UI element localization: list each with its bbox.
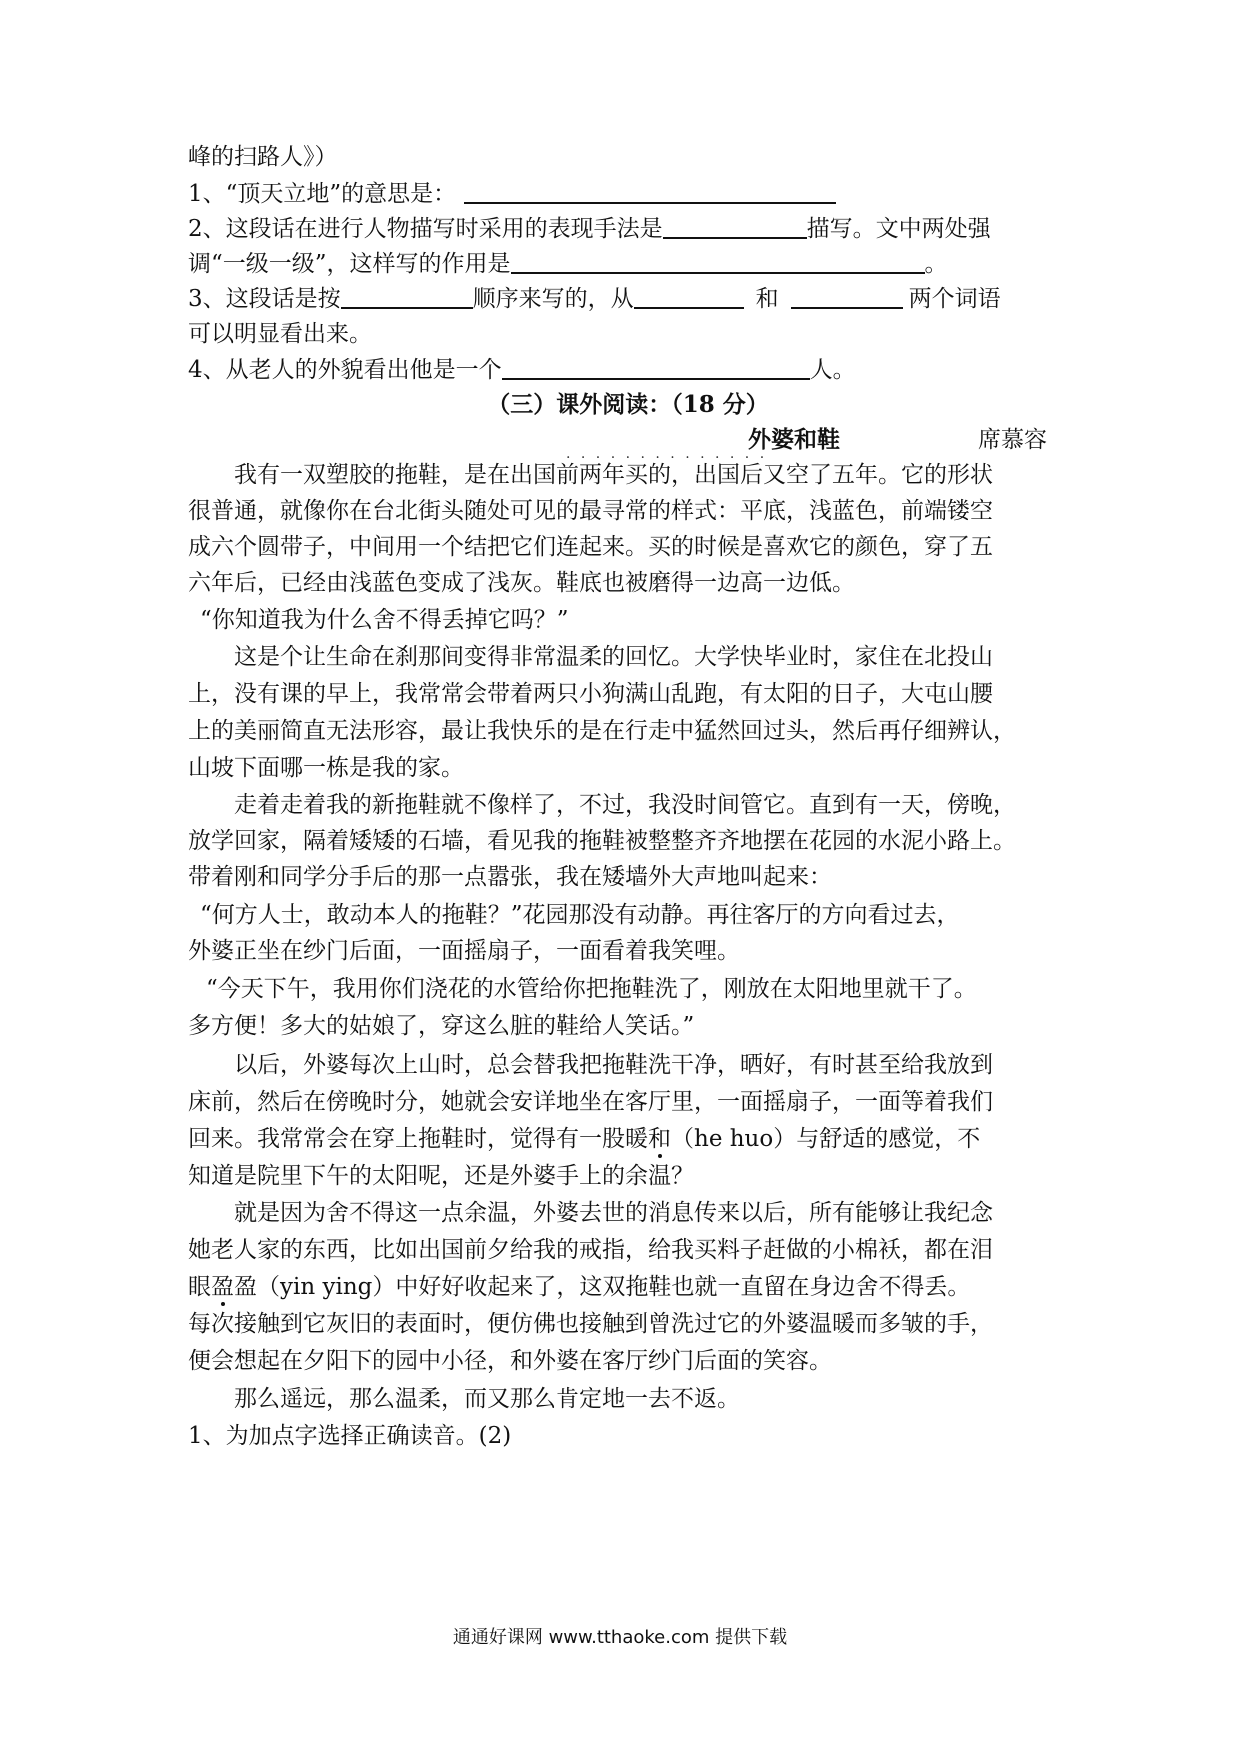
paragraph-6-line: 多方便！多大的姑娘了，穿这么脏的鞋给人笑话。”	[188, 1013, 695, 1039]
paragraph-3-line: 这是个让生命在刹那间变得非常温柔的回忆。大学快毕业时，家住在北投山	[234, 644, 993, 670]
section-heading: （三）课外阅读：（18 分）	[487, 391, 769, 418]
question-3-text-a: 3、这段话是按	[188, 286, 341, 312]
emphasis-dotted-char: 盈	[211, 1274, 234, 1300]
question-3-text-c: 和	[755, 286, 779, 312]
paragraph-8-line: 便会想起在夕阳下的园中小径，和外婆在客厅纱门后面的笑容。	[188, 1348, 832, 1374]
paragraph-4-line: 走着走着我的新拖鞋就不像样了，不过，我没时间管它。直到有一天，傍晚，	[234, 792, 1016, 818]
question-2-text-c: 调“一级一级”，这样写的作用是	[188, 251, 511, 277]
paragraph-1-line: 六年后，已经由浅蓝色变成了浅灰。鞋底也被磨得一边高一边低。	[188, 570, 855, 596]
question-3-line-1	[188, 284, 1068, 314]
question-2-text-a: 2、这段话在进行人物描写时采用的表现手法是	[188, 216, 663, 242]
title-emphasis-dots: . . . . . . . . . . . . . .	[566, 446, 768, 462]
paragraph-3	[188, 642, 1068, 790]
question-1-text: 1、“顶天立地”的意思是：	[188, 181, 457, 207]
paragraph-5-line: “何方人士，敢动本人的拖鞋？”花园那没有动静。再往客厅的方向看过去，	[200, 902, 960, 928]
paragraph-6-line: “今天下午，我用你们浇花的水管给你把拖鞋洗了，刚放在太阳地里就干了。	[206, 976, 977, 1002]
answer-blank-2b[interactable]	[511, 250, 925, 274]
paragraph-8-line-3	[188, 1272, 1068, 1309]
emphasis-dotted-char: 和	[648, 1126, 671, 1152]
paragraph-4-line: 带着刚和同学分手后的那一点嚣张，我在矮墙外大声地叫起来：	[188, 864, 832, 890]
paragraph-7-line-3-b: （he huo）与舒适的感觉，不	[671, 1126, 981, 1152]
question-2-text-b: 描写。文中两处强	[806, 216, 991, 242]
question-4-text-a: 4、从老人的外貌看出他是一个	[188, 357, 502, 383]
paragraph-2: “你知道我为什么舍不得丢掉它吗？”	[200, 607, 569, 633]
paragraph-4	[188, 790, 1068, 898]
article-title: 外婆和鞋	[748, 426, 840, 453]
paragraph-1-line: 我有一双塑胶的拖鞋，是在出国前两年买的，出国后又空了五年。它的形状	[234, 462, 993, 488]
paragraph-7-line-3-a: 回来。我常常会在穿上拖鞋时，觉得有一股暖	[188, 1126, 648, 1152]
paragraph-9: 那么遥远，那么温柔，而又那么肯定地一去不返。	[234, 1386, 740, 1412]
answer-blank-1[interactable]	[464, 180, 836, 204]
paragraph-6	[188, 974, 1068, 1048]
article-author: 席慕容	[978, 427, 1047, 453]
paragraph-1	[188, 460, 1068, 604]
question-1	[188, 179, 1068, 209]
paragraph-8-line-3-b: 盈（yin ying）中好好收起来了，这双拖鞋也就一直留在身边舍不得丢。	[234, 1274, 971, 1300]
answer-blank-4[interactable]	[502, 356, 810, 380]
paragraph-3-line: 山坡下面哪一栋是我的家。	[188, 755, 464, 781]
paragraph-3-line: 上的美丽简直无法形容，最让我快乐的是在行走中猛然回过头，然后再仔细辨认，	[188, 718, 1016, 744]
question-2-line-2	[188, 249, 1068, 279]
answer-blank-3a[interactable]	[341, 285, 473, 309]
question-2-line-1	[188, 214, 1068, 244]
paragraph-5	[188, 900, 1068, 972]
paragraph-4-line: 放学回家，隔着矮矮的石墙，看见我的拖鞋被整整齐齐地摆在花园的水泥小路上。	[188, 828, 1016, 854]
paragraph-7-line: 以后，外婆每次上山时，总会替我把拖鞋洗干净，晒好，有时甚至给我放到	[234, 1052, 993, 1078]
paragraph-7-line-3	[188, 1124, 1068, 1161]
paragraph-1-line: 成六个圆带子，中间用一个结把它们连起来。买的时候是喜欢它的颜色，穿了五	[188, 534, 993, 560]
paragraph-5-line: 外婆正坐在纱门后面，一面摇扇子，一面看着我笑哩。	[188, 938, 740, 964]
question-2-text-d: 。	[924, 251, 948, 277]
paragraph-3-line: 上，没有课的早上，我常常会带着两只小狗满山乱跑，有太阳的日子，大屯山腰	[188, 681, 993, 707]
question-4	[188, 355, 1068, 385]
question-4-text-b: 人。	[809, 357, 856, 383]
question-3-text-d: 两个词语	[908, 286, 1001, 312]
reading-question-1: 1、为加点字选择正确读音。(2)	[188, 1423, 512, 1449]
answer-blank-3b[interactable]	[634, 285, 744, 309]
paragraph-7-line: 床前，然后在傍晚时分，她就会安详地坐在客厅里，一面摇扇子，一面等着我们	[188, 1089, 993, 1115]
page-footer: 通通好课网 www.tthaoke.com 提供下载	[452, 1627, 788, 1648]
continuation-line: 峰的扫路人》）	[188, 144, 338, 170]
answer-blank-3c[interactable]	[791, 285, 903, 309]
paragraph-7-line: 知道是院里下午的太阳呢，还是外婆手上的余温？	[188, 1163, 694, 1189]
paragraph-8-line: 每次接触到它灰旧的表面时，便仿佛也接触到曾洗过它的外婆温暖而多皱的手，	[188, 1311, 993, 1337]
paragraph-1-line: 很普通，就像你在台北街头随处可见的最寻常的样式：平底，浅蓝色，前端镂空	[188, 498, 993, 524]
paragraph-7	[188, 1050, 1068, 1198]
paragraph-8-line-3-a: 眼	[188, 1274, 211, 1300]
question-3-text-b: 顺序来写的，从	[472, 286, 634, 312]
paragraph-8-line: 她老人家的东西，比如出国前夕给我的戒指，给我买料子赶做的小棉袄，都在泪	[188, 1237, 993, 1263]
paragraph-8	[188, 1198, 1068, 1383]
question-3-line-2: 可以明显看出来。	[188, 321, 372, 347]
answer-blank-2a[interactable]	[663, 215, 807, 239]
paragraph-8-line: 就是因为舍不得这一点余温，外婆去世的消息传来以后，所有能够让我纪念	[234, 1200, 993, 1226]
